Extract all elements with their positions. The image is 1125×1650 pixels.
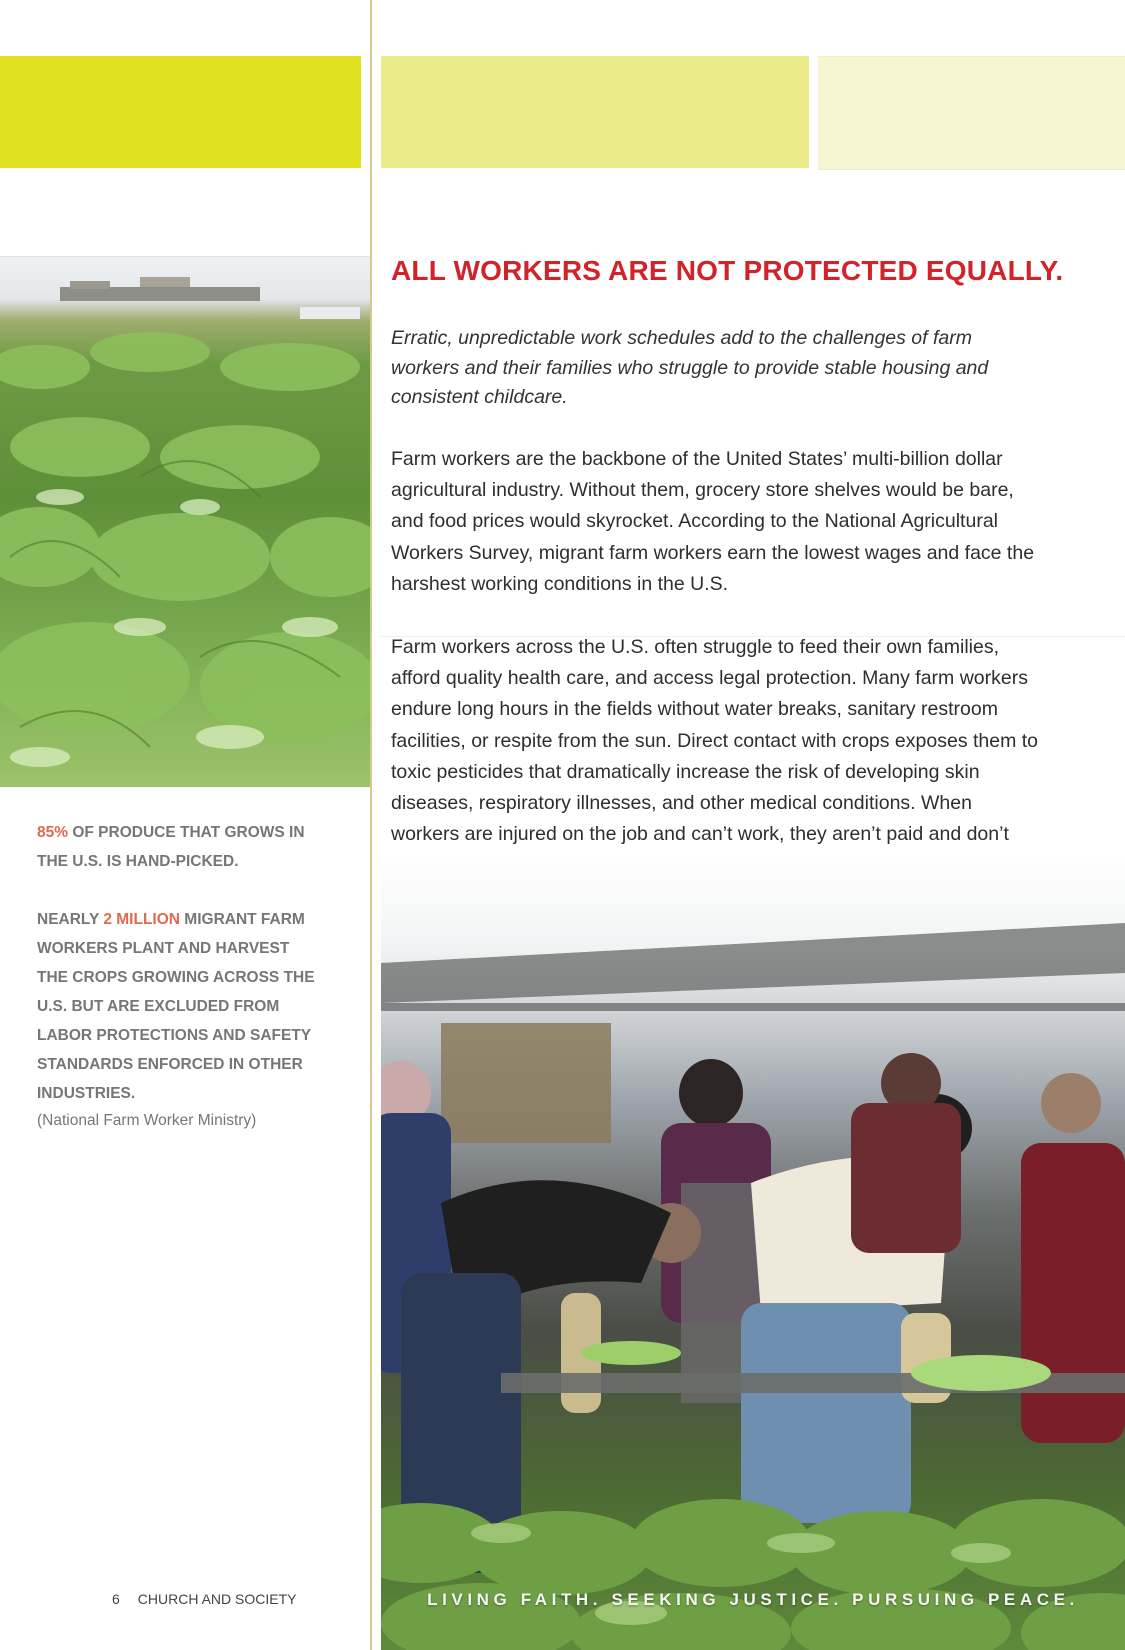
stat-prefix: NEARLY [37,911,104,928]
stat-text: OF PRODUCE THAT GROWS IN THE U.S. IS HAND-PICKED. [37,824,305,870]
lettuce-field-illustration [0,257,370,787]
color-band-light-lime [381,56,809,168]
stat-source: (National Farm Worker Ministry) [37,1112,257,1129]
color-band-lime [0,56,361,168]
article-paragraph-1: Farm workers are the backbone of the United States’ multi-billion dollar agricultural industry. Without them, grocery store shelves would be bare, and food prices would skyrocket. According to the National Agricultural Workers Survey, migrant farm workers earn the lowest wages and face the harshest working conditions in the U.S. [391,448,1035,595]
publication-name: CHURCH AND SOCIETY [137,1591,297,1607]
lettuce-field-photo [0,256,370,787]
stat-text: MIGRANT FARM WORKERS PLANT AND HARVEST THE CROPS GROWING ACROSS THE U.S. BUT ARE EXCLUDED FROM LABOR PROTECTIONS AND SAFETY STANDARDS ENFORCED IN OTHER INDUSTRIES. [37,911,315,1102]
stat-highlight-85-percent: 85% [37,824,69,841]
stat-highlight-2-million: 2 MILLION [103,911,180,928]
color-band-pale-lime [818,56,1125,170]
page-number: 6 [112,1591,120,1607]
page-footer [112,1591,296,1607]
stat-hand-picked [37,818,317,876]
farm-workers-illustration [381,853,1125,1650]
stat-migrant-workers [37,905,317,1108]
column-divider-line [370,0,372,1650]
article-lede: Erratic, unpredictable work schedules add to the challenges of farm workers and their families who struggle to provide stable housing and consistent childcare. [391,327,989,408]
article-paragraph-2: Farm workers across the U.S. often struggle to feed their own families, afford quality health care, and access legal protection. Many farm workers endure long hours in the fields without water breaks, sanitary restroom facilities, or respite from the sun. Direct contact with crops exposes them to toxic pesticides that dramatically increase the risk of developing skin diseases, respiratory illnesses, and other medical conditions. When workers are injured on the job and can’t work, they aren’t paid and don’t [391,636,1039,846]
article-headline: ALL WORKERS ARE NOT PROTECTED EQUALLY. [391,255,1064,286]
tagline: LIVING FAITH. SEEKING JUSTICE. PURSUING PEACE. [427,1590,1079,1609]
farm-workers-photo [381,853,1125,1650]
